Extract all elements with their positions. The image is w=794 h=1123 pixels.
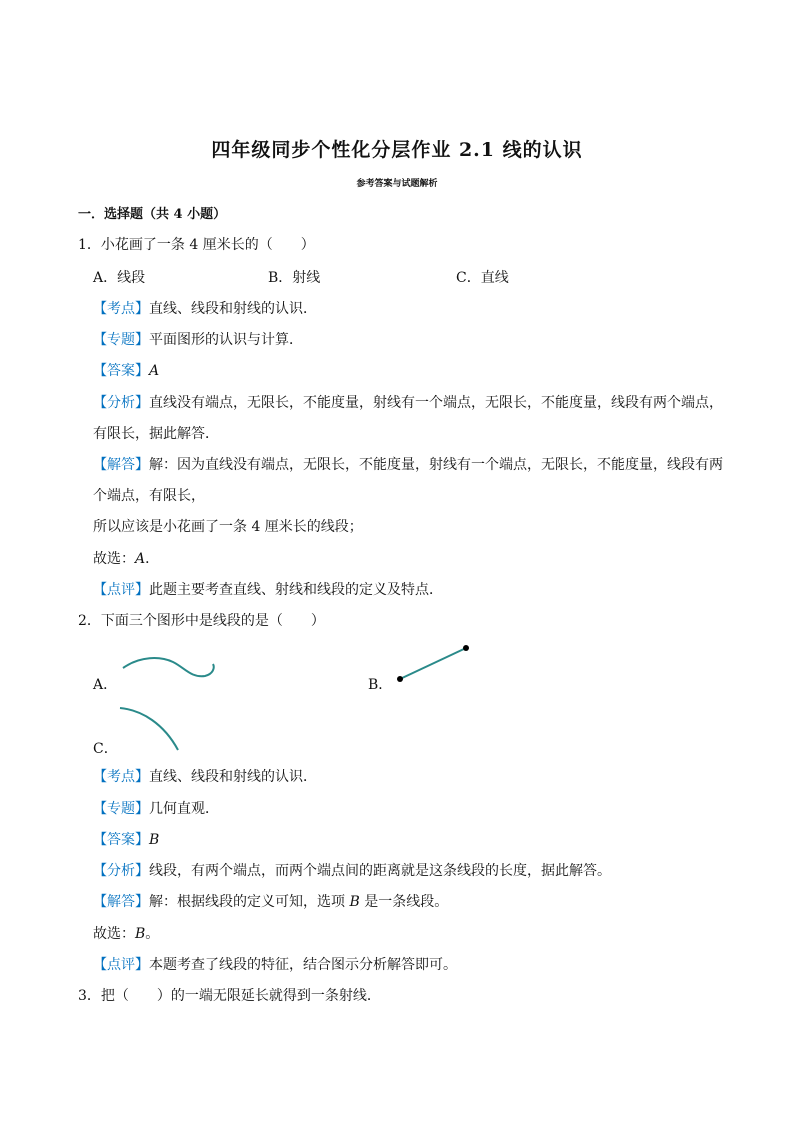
jieda-value: B: [349, 894, 360, 910]
q1-jieda-3: 所以应该是小花画了一条 4 厘米长的线段；: [93, 519, 363, 535]
option-c-arc-curve: [112, 700, 192, 755]
q1-jieda-1: [93, 456, 723, 474]
fenxi-text: 线段，有两个端点，而两个端点间的距离就是这条线段的长度，据此解答。: [149, 863, 611, 879]
q2-dianping: [93, 956, 457, 974]
q2-daan: [93, 831, 159, 849]
guxuan-label: 故选：: [93, 926, 135, 942]
daan-tag: 【答案】: [93, 832, 149, 848]
dianping-text: 此题主要考查直线、射线和线段的定义及特点．: [149, 582, 443, 598]
q2-guxuan: [93, 925, 159, 943]
segment-endpoint-right: [463, 645, 469, 651]
guxuan-end: 。: [145, 926, 160, 942]
kaodian-text: 直线、线段和射线的认识．: [149, 769, 317, 785]
option-b-line-segment: [390, 640, 480, 690]
dianping-tag: 【点评】: [93, 957, 149, 973]
dianping-tag: 【点评】: [93, 582, 149, 598]
zhuanti-tag: 【专题】: [93, 801, 149, 817]
page-subtitle: 参考答案与试题解析: [356, 179, 438, 189]
daan-text: A: [149, 363, 160, 379]
guxuan-label: 故选：: [93, 551, 135, 567]
q1-fenxi-2: 有限长，据此解答．: [93, 426, 219, 442]
option-a-wavy-curve: [115, 650, 225, 685]
jieda-text-pre: 解：根据线段的定义可知，选项: [149, 894, 350, 910]
zhuanti-tag: 【专题】: [93, 332, 149, 348]
page-title: 四年级同步个性化分层作业 2.1 线的认识: [211, 139, 583, 161]
guxuan-value: B: [135, 926, 146, 942]
q2-fenxi: [93, 862, 611, 880]
jieda-text: 解：因为直线没有端点，无限长，不能度量，射线有一个端点，无限长，不能度量，线段有两: [149, 457, 723, 473]
daan-tag: 【答案】: [93, 363, 149, 379]
question-2-option-b: B．: [368, 677, 393, 693]
jieda-text-post: 是一条线段。: [359, 894, 449, 910]
q2-jieda: [93, 893, 448, 911]
q2-kaodian: [93, 768, 317, 786]
q1-dianping: [93, 581, 443, 599]
q1-jieda-2: 个端点，有限长，: [93, 488, 205, 504]
question-1-option-b: B．射线: [268, 270, 321, 286]
jieda-tag: 【解答】: [93, 894, 149, 910]
q1-daan: [93, 362, 159, 380]
question-2-option-a: A．: [93, 677, 118, 693]
question-1-stem: 1．小花画了一条 4 厘米长的（ ）: [78, 237, 315, 253]
q2-zhuanti: [93, 800, 219, 818]
kaodian-tag: 【考点】: [93, 769, 149, 785]
kaodian-tag: 【考点】: [93, 301, 149, 317]
question-2-stem: 2．下面三个图形中是线段的是（ ）: [78, 613, 325, 629]
question-2-option-c: C．: [93, 741, 118, 757]
daan-text: B: [149, 832, 160, 848]
question-1-option-a: A．线段: [93, 270, 146, 286]
fenxi-tag: 【分析】: [93, 395, 149, 411]
q1-fenxi-1: [93, 394, 723, 412]
question-3-stem: 3．把（ ）的一端无限延长就得到一条射线．: [78, 988, 381, 1004]
zhuanti-text: 几何直观．: [149, 801, 219, 817]
q1-guxuan: [93, 550, 159, 568]
fenxi-tag: 【分析】: [93, 863, 149, 879]
fenxi-text: 直线没有端点，无限长，不能度量，射线有一个端点，无限长，不能度量，线段有两个端点，: [149, 395, 723, 411]
kaodian-text: 直线、线段和射线的认识．: [149, 301, 317, 317]
q1-zhuanti: [93, 331, 303, 349]
dianping-text: 本题考查了线段的特征，结合图示分析解答即可。: [149, 957, 457, 973]
guxuan-end: ．: [145, 551, 160, 567]
section-heading: 一．选择题（共 4 小题）: [78, 207, 227, 222]
jieda-tag: 【解答】: [93, 457, 149, 473]
question-1-option-c: C．直线: [456, 270, 509, 286]
q1-kaodian: [93, 300, 317, 318]
zhuanti-text: 平面图形的认识与计算．: [149, 332, 303, 348]
guxuan-value: A: [135, 551, 146, 567]
segment-endpoint-left: [397, 676, 403, 682]
